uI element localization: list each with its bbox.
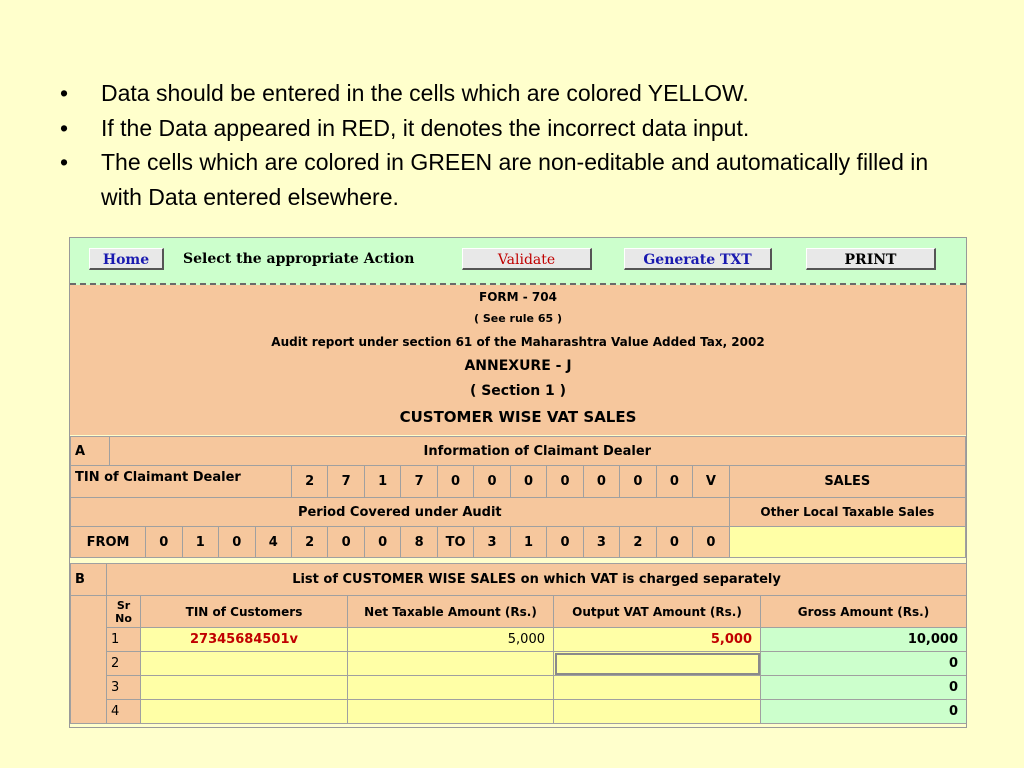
sales-label: SALES bbox=[729, 466, 965, 498]
print-button[interactable]: PRINT bbox=[806, 248, 936, 270]
net-amount-input[interactable] bbox=[348, 652, 554, 676]
gross-amount-cell: 10,000 bbox=[761, 628, 967, 652]
to-digit[interactable]: 2 bbox=[620, 527, 656, 558]
section-a-table bbox=[70, 436, 966, 558]
vat-amount-input[interactable] bbox=[554, 700, 761, 724]
tin-claimant-label: TIN of Claimant Dealer bbox=[71, 466, 292, 498]
net-amount-input[interactable] bbox=[348, 700, 554, 724]
tin-digit[interactable]: 0 bbox=[510, 466, 546, 498]
other-sales-input[interactable] bbox=[729, 527, 965, 558]
bullet-marker: • bbox=[60, 149, 69, 175]
net-amount-input[interactable] bbox=[348, 676, 554, 700]
section-b-table bbox=[70, 563, 967, 724]
from-digit[interactable]: 1 bbox=[182, 527, 218, 558]
col-header-gross: Gross Amount (Rs.) bbox=[761, 596, 967, 628]
vat-amount-input[interactable]: 5,000 bbox=[554, 628, 761, 652]
customer-tin-input[interactable] bbox=[141, 652, 348, 676]
section-a-letter: A bbox=[71, 437, 110, 466]
customer-tin-input[interactable] bbox=[141, 700, 348, 724]
to-digit[interactable]: 0 bbox=[693, 527, 729, 558]
gross-amount-cell: 0 bbox=[761, 676, 967, 700]
bullet-green-cells: • The cells which are colored in GREEN are non-editable and automatically filled in with Data entered elsewhere. bbox=[60, 145, 960, 214]
generate-txt-button[interactable]: Generate TXT bbox=[624, 248, 772, 270]
tin-digit[interactable]: 7 bbox=[401, 466, 437, 498]
bullet-red-data: • If the Data appeared in RED, it denotes the incorrect data input. bbox=[60, 111, 960, 146]
col-header-tin: TIN of Customers bbox=[141, 596, 348, 628]
from-digit[interactable]: 2 bbox=[291, 527, 327, 558]
tin-digit[interactable]: 0 bbox=[583, 466, 619, 498]
col-header-net: Net Taxable Amount (Rs.) bbox=[348, 596, 554, 628]
form-header bbox=[70, 285, 966, 435]
from-digit[interactable]: 0 bbox=[328, 527, 364, 558]
net-amount-input[interactable]: 5,000 bbox=[348, 628, 554, 652]
spreadsheet-screenshot bbox=[69, 237, 967, 728]
tin-digit[interactable]: 1 bbox=[364, 466, 400, 498]
section-title: ( Section 1 ) bbox=[469, 383, 567, 399]
vat-amount-input-selected[interactable] bbox=[554, 652, 761, 676]
section-a-title: Information of Claimant Dealer bbox=[109, 437, 965, 466]
validate-button[interactable]: Validate bbox=[462, 248, 592, 270]
action-prompt-label: Select the appropriate Action bbox=[183, 251, 415, 267]
from-digit[interactable]: 0 bbox=[364, 527, 400, 558]
to-digit[interactable]: 0 bbox=[656, 527, 692, 558]
table-row bbox=[71, 652, 967, 676]
to-digit[interactable]: 3 bbox=[474, 527, 510, 558]
action-toolbar bbox=[70, 238, 966, 285]
customer-tin-input[interactable]: 27345684501v bbox=[141, 628, 348, 652]
annexure-title: ANNEXURE - J bbox=[464, 358, 572, 374]
to-label: TO bbox=[437, 527, 473, 558]
col-header-vat: Output VAT Amount (Rs.) bbox=[554, 596, 761, 628]
row-sr: 3 bbox=[107, 676, 141, 700]
gross-amount-cell: 0 bbox=[761, 652, 967, 676]
bullet-marker: • bbox=[60, 114, 69, 141]
instruction-list bbox=[60, 76, 960, 214]
gross-amount-cell: 0 bbox=[761, 700, 967, 724]
from-digit[interactable]: 0 bbox=[146, 527, 182, 558]
form-number: FORM - 704 bbox=[479, 290, 557, 304]
section-b-letter: B bbox=[71, 564, 107, 596]
customer-tin-input[interactable] bbox=[141, 676, 348, 700]
bullet-marker: • bbox=[60, 80, 69, 106]
tin-digit[interactable]: 0 bbox=[474, 466, 510, 498]
row-sr: 4 bbox=[107, 700, 141, 724]
form-rule: ( See rule 65 ) bbox=[473, 312, 562, 325]
form-heading: CUSTOMER WISE VAT SALES bbox=[399, 408, 637, 426]
row-sr: 1 bbox=[107, 628, 141, 652]
period-label: Period Covered under Audit bbox=[71, 498, 730, 527]
table-row bbox=[71, 628, 967, 652]
col-header-sr: Sr No bbox=[107, 596, 141, 628]
tin-digit[interactable]: 7 bbox=[328, 466, 364, 498]
table-row bbox=[71, 676, 967, 700]
bullet-yellow-cells: • Data should be entered in the cells which are colored YELLOW. bbox=[60, 76, 960, 111]
form-subtitle: Audit report under section 61 of the Maharashtra Value Added Tax, 2002 bbox=[271, 335, 765, 349]
to-digit[interactable]: 1 bbox=[510, 527, 546, 558]
tin-digit[interactable]: V bbox=[693, 466, 729, 498]
row-sr: 2 bbox=[107, 652, 141, 676]
to-digit[interactable]: 3 bbox=[583, 527, 619, 558]
tin-digit[interactable]: 2 bbox=[291, 466, 327, 498]
from-digit[interactable]: 0 bbox=[219, 527, 255, 558]
vat-amount-input[interactable] bbox=[554, 676, 761, 700]
tin-digit[interactable]: 0 bbox=[656, 466, 692, 498]
tin-digit[interactable]: 0 bbox=[620, 466, 656, 498]
section-b-margin bbox=[71, 596, 107, 724]
tin-digit[interactable]: 0 bbox=[437, 466, 473, 498]
other-sales-label: Other Local Taxable Sales bbox=[729, 498, 965, 527]
from-label: FROM bbox=[71, 527, 146, 558]
tin-digit[interactable]: 0 bbox=[547, 466, 583, 498]
from-digit[interactable]: 8 bbox=[401, 527, 437, 558]
to-digit[interactable]: 0 bbox=[547, 527, 583, 558]
table-row bbox=[71, 700, 967, 724]
home-button[interactable]: Home bbox=[89, 248, 164, 270]
section-b-title: List of CUSTOMER WISE SALES on which VAT is charged separately bbox=[107, 564, 967, 596]
from-digit[interactable]: 4 bbox=[255, 527, 291, 558]
